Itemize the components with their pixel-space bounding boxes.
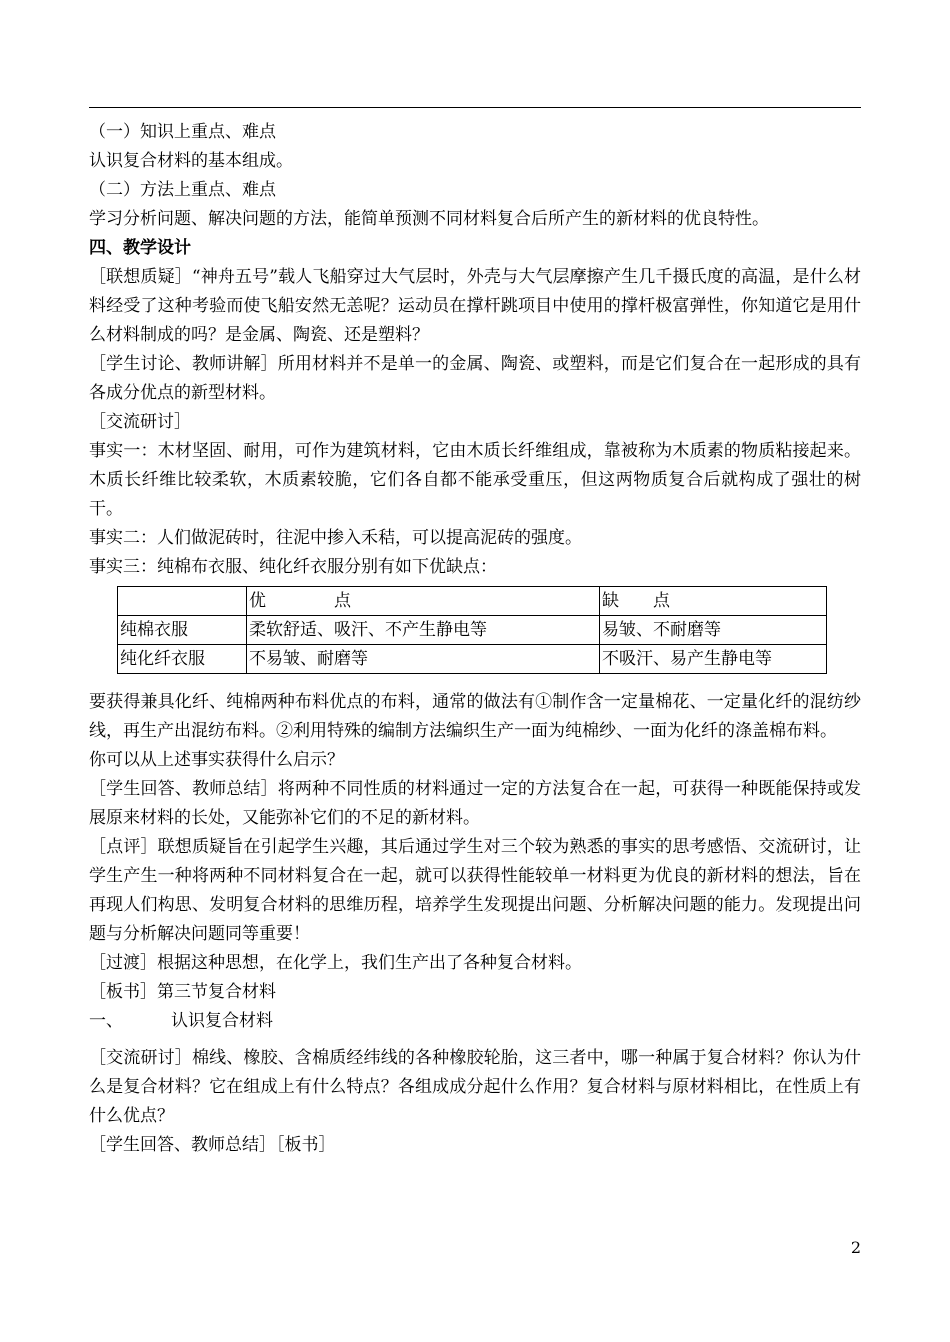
table-cell: 纯棉衣服 [118,616,247,645]
table-cell: 不吸汗、易产生静电等 [600,645,827,674]
table-cell: 缺 点 [600,587,827,616]
section-heading-method: （二）方法上重点、难点 [89,180,276,200]
table-cell [118,587,247,616]
paragraph: ［交流研讨］ [89,412,191,432]
header-rule [89,107,861,108]
paragraph: ［联想质疑］“神舟五号”载人飞船穿过大气层时，外壳与大气层摩擦产生几千摄氏度的高温，是什么材料经受了这种考验而使飞船安然无恙呢？运动员在撑杆跳项目中使用的撑杆极富弹性，你知道它是用什么材料制成的吗？是金属、陶瓷、还是塑料？ [89,267,861,345]
paragraph: 学习分析问题、解决问题的方法，能简单预测不同材料复合后所产生的新材料的优良特性。 [89,209,769,229]
paragraph: ［学生讨论、教师讲解］所用材料并不是单一的金属、陶瓷、或塑料，而是它们复合在一起形成的具有各成分优点的新型材料。 [89,354,861,403]
table-cell: 柔软舒适、吸汗、不产生静电等 [247,616,600,645]
paragraph: 认识复合材料的基本组成。 [89,151,293,171]
paragraph: 你可以从上述事实获得什么启示？ [89,750,344,770]
table-cell: 纯化纤衣服 [118,645,247,674]
paragraph: ［交流研讨］棉线、橡胶、含棉质经纬线的各种橡胶轮胎，这三者中，哪一种属于复合材料？你认为什么是复合材料？它在组成上有什么特点？各组成成分起什么作用？复合材料与原材料相比，在性质上有什么优点？ [89,1048,861,1126]
page-number: 2 [850,1238,861,1257]
paragraph: 要获得兼具化纤、纯棉两种布料优点的布料，通常的做法有①制作含一定量棉花、一定量化纤的混纺纱线，再生产出混纺布料。②利用特殊的编制方法编织生产一面为纯棉纱、一面为化纤的涤盖棉布料。 [89,692,861,741]
paragraph: 事实二：人们做泥砖时，往泥中掺入禾秸，可以提高泥砖的强度。 [89,528,582,548]
comparison-table [117,586,827,674]
list-item-text: 认识复合材料 [171,1011,273,1031]
paragraph: 事实三：纯棉布衣服、纯化纤衣服分别有如下优缺点： [89,557,497,577]
table-cell: 不易皱、耐磨等 [247,645,600,674]
table-cell: 易皱、不耐磨等 [600,616,827,645]
paragraph: ［学生回答、教师总结］［板书］ [89,1135,336,1155]
paragraph: 事实一：木材坚固、耐用，可作为建筑材料，它由木质长纤维组成，靠被称为木质素的物质粘接起来。木质长纤维比较柔软，木质素较脆，它们各自都不能承受重压，但这两物质复合后就构成了强壮的树干。 [89,441,861,519]
section-heading-teaching-design: 四、教学设计 [89,238,191,258]
section-heading-knowledge: （一）知识上重点、难点 [89,122,276,142]
document-body [89,118,861,1160]
table-header-row [118,587,827,616]
paragraph: ［板书］第三节复合材料 [89,982,276,1002]
list-item-number: 一、 [89,1011,123,1031]
paragraph: ［点评］联想质疑旨在引起学生兴趣，其后通过学生对三个较为熟悉的事实的思考感悟、交流研讨，让学生产生一种将两种不同材料复合在一起，就可以获得性能较单一材料更为优良的新材料的想法，旨在再现人们构思、发明复合材料的思维历程，培养学生发现提出问题、分析解决问题的能力。发现提出问题与分析解决问题同等重要！ [89,837,861,944]
table-cell: 优 点 [247,587,600,616]
paragraph: ［学生回答、教师总结］将两种不同性质的材料通过一定的方法复合在一起，可获得一种既能保持或发展原来材料的长处，又能弥补它们的不足的新材料。 [89,779,861,828]
table-row [118,645,827,674]
paragraph: ［过渡］根据这种思想，在化学上，我们生产出了各种复合材料。 [89,953,582,973]
table-row [118,616,827,645]
list-item [89,1007,861,1036]
